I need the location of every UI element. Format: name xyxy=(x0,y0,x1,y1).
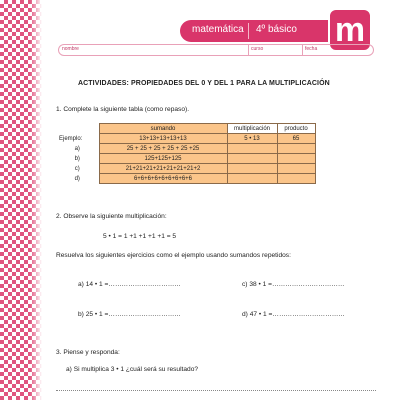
table-row xyxy=(56,134,315,144)
product-cell xyxy=(277,144,315,154)
multiplication-cell xyxy=(227,144,277,154)
multiplication-example: 5 • 1 = 1 +1 +1 +1 +1 = 5 xyxy=(103,233,177,240)
question-2-prompt: 2. Observe la siguiente multiplicación: xyxy=(56,213,167,220)
course-field-label: curso xyxy=(251,46,264,52)
table-header-cell: multiplicación xyxy=(227,124,277,134)
row-label: Ejemplo: xyxy=(56,134,99,144)
row-label: b) xyxy=(56,154,99,164)
worksheet-title: ACTIVIDADES: PROPIEDADES DEL 0 Y DEL 1 PARA LA MULTIPLICACIÓN xyxy=(78,80,330,87)
answer-line xyxy=(56,390,376,391)
table-row xyxy=(56,164,315,174)
logo: m xyxy=(328,8,372,52)
exercise-b: b) 25 • 1 =…………………………… xyxy=(78,311,181,318)
sum-cell: 125+125+125 xyxy=(99,154,227,164)
sum-cell: 21+21+21+21+21+21+21+2 xyxy=(99,164,227,174)
question-2-instruction: Resuelva los siguientes ejercicios como el ejemplo usando sumandos repetidos: xyxy=(56,252,291,259)
multiplication-cell: 5 • 13 xyxy=(227,134,277,144)
banner-divider xyxy=(248,23,249,39)
product-cell xyxy=(277,164,315,174)
exercise-a: a) 14 • 1 =…………………………… xyxy=(78,281,181,288)
table-header-cell: sumando xyxy=(99,124,227,134)
row-label: a) xyxy=(56,144,99,154)
table-header-row xyxy=(56,124,315,134)
subject-label: matemática xyxy=(192,24,244,35)
multiplication-cell xyxy=(227,164,277,174)
question-3a: a) Si multiplica 3 • 1 ¿cuál será su resultado? xyxy=(66,366,199,373)
date-field-label: fecha xyxy=(305,46,318,52)
table-row xyxy=(56,144,315,154)
exercise-c: c) 38 • 1 =…………………………… xyxy=(242,281,345,288)
sum-cell: 6+6+6+6+6+6+6+6+6 xyxy=(99,174,227,184)
name-field-label: nombre xyxy=(62,46,79,52)
question-3-prompt: 3. Piense y responda: xyxy=(56,349,120,356)
table-row xyxy=(56,154,315,164)
decorative-pattern-border xyxy=(0,0,42,400)
row-label: c) xyxy=(56,164,99,174)
table-header-cell xyxy=(56,124,99,134)
question-1-prompt: 1. Complete la siguiente tabla (como repaso). xyxy=(56,106,190,113)
product-cell: 65 xyxy=(277,134,315,144)
repetition-table xyxy=(56,123,316,184)
field-divider xyxy=(302,44,303,56)
multiplication-cell xyxy=(227,154,277,164)
multiplication-cell xyxy=(227,174,277,184)
product-cell xyxy=(277,154,315,164)
exercise-d: d) 47 • 1 =…………………………… xyxy=(242,311,345,318)
grade-label: 4º básico xyxy=(256,24,297,35)
field-divider xyxy=(248,44,249,56)
row-label: d) xyxy=(56,174,99,184)
table-header-cell: producto xyxy=(277,124,315,134)
sum-cell: 25 + 25 + 25 + 25 + 25 +25 xyxy=(99,144,227,154)
table-row xyxy=(56,174,315,184)
product-cell xyxy=(277,174,315,184)
student-info-bar xyxy=(58,44,374,56)
sum-cell: 13+13+13+13+13 xyxy=(99,134,227,144)
